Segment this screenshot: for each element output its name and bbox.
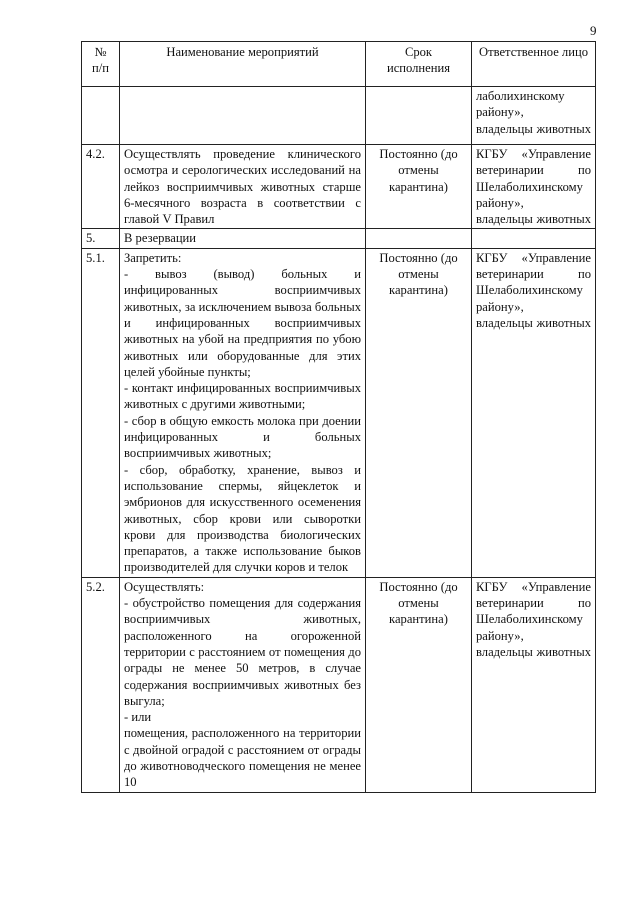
table-row-section [82,229,596,248]
table-row [82,145,596,229]
row-term-cell: Постоянно (до отмены карантина) [366,248,472,577]
table-header-row [82,42,596,87]
row-num-cell: 4.2. [82,145,120,229]
responsible-line: владельцы животных [476,121,591,136]
header-num [82,42,120,87]
responsible-line: КГБУ «Управление ветеринарии по Шелаболихинскому району», [476,250,591,314]
responsible-line: владельцы животных [476,315,591,330]
row-responsible-cell [472,87,596,145]
row-num-cell: 5.1. [82,248,120,577]
measure-line: помещения, расположенного на территории с двойной оградой с расстоянием от ограды до животноводческого помещения не менее 10 [124,726,361,790]
row-term-cell [366,229,472,248]
row-num-cell [82,87,120,145]
measures-table [81,41,596,793]
measure-line: Запретить: [124,250,182,265]
measure-line: - или [124,710,152,725]
measure-line: - обустройство помещения для содержания восприимчивых животных, расположенного на огороженной территории с расстоянием от помещения до ограды не менее 50 метров, в случае содержания восприимчивых животных без выгула; [124,596,361,708]
page-number: 9 [590,23,597,38]
row-responsible-cell [472,145,596,229]
row-term-cell [366,87,472,145]
responsible-line: КГБУ «Управление ветеринарии по Шелаболихинскому району», [476,147,591,210]
row-name-cell [120,577,366,792]
responsible-line: лаболихинскому [476,89,565,103]
header-num-text: № п/п [92,45,109,76]
row-term-cell: Постоянно (до отмены карантина) [366,145,472,229]
row-name-cell: В резервации [120,229,366,248]
responsible-line: владельцы животных [476,212,591,227]
row-responsible-cell [472,577,596,792]
header-name: Наименование мероприятий [120,42,366,87]
row-responsible-cell [472,248,596,577]
header-responsible: Ответственное лицо [472,42,596,87]
table-row [82,87,596,145]
responsible-line: району», [476,105,524,120]
row-name-cell [120,248,366,577]
measure-line: - сбор, обработку, хранение, вывоз и использование спермы, яйцеклеток и эмбрионов для искусственного осеменения животных, сбор крови или сыворотки крови для производства биологических препаратов, а также использование быков производителей для случки коров и телок [124,462,361,575]
measure-line: - вывоз (вывод) больных и инфицированных восприимчивых животных, за исключением вывоза больных и инфицированных восприимчивых животных на убой на предприятия по убою животных или оборудованные для этих целей убойные пункты; [124,267,361,379]
measure-line: Осуществлять: [124,579,205,594]
measure-line: - контакт инфицированных восприимчивых животных с другими животными; [124,381,361,412]
row-responsible-cell [472,229,596,248]
row-name-cell: Осуществлять проведение клинического осмотра и серологических исследований на лейкоз восприимчивых животных старше 6-месячного возраста в соответствии с главой V Правил [120,145,366,229]
table-row [82,248,596,577]
header-term-text: Срок исполнения [386,45,451,76]
row-num-cell: 5.2. [82,577,120,792]
header-term [366,42,472,87]
table-row [82,577,596,792]
row-num-cell: 5. [82,229,120,248]
row-term-cell: Постоянно (до отмены карантина) [366,577,472,792]
responsible-line: владельцы животных [476,644,591,659]
row-name-cell [120,87,366,145]
measure-line: - сбор в общую емкость молока при доении инфицированных и больных восприимчивых животных; [124,413,361,461]
responsible-line: КГБУ «Управление ветеринарии по Шелаболихинскому району», [476,579,591,643]
